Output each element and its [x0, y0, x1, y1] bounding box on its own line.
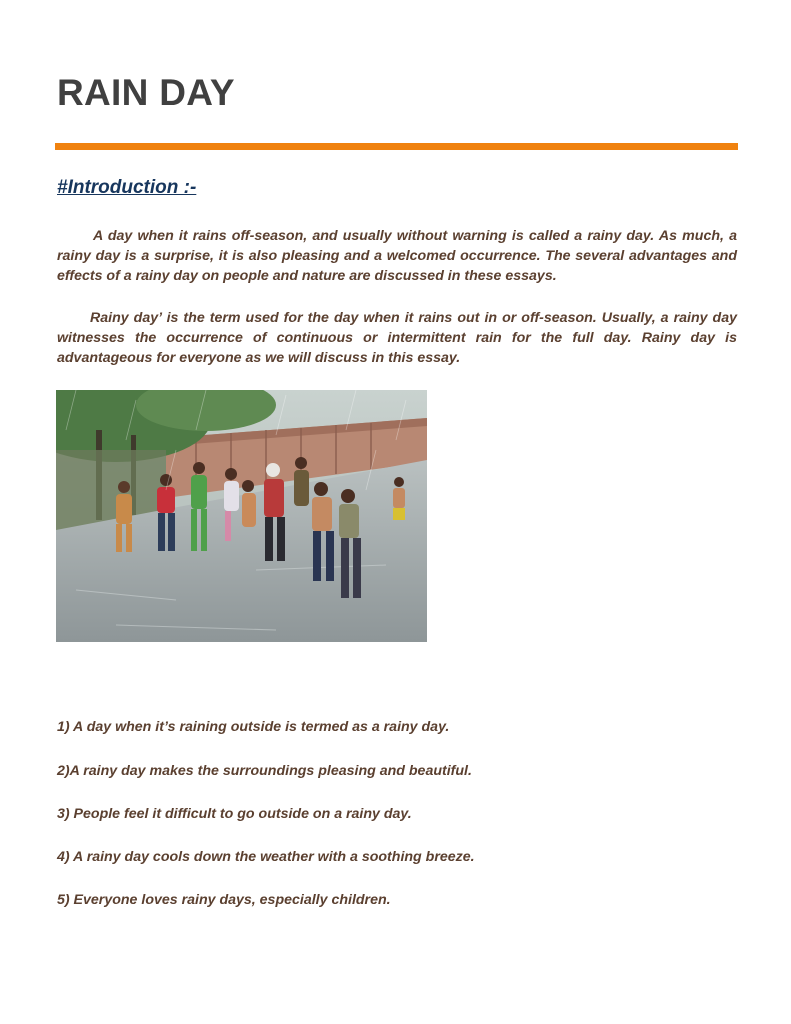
orange-divider [55, 143, 738, 150]
children-in-rain-photo [56, 390, 427, 642]
point-1: 1) A day when it’s raining outside is termed as a rainy day. [57, 719, 450, 735]
point-3: 3) People feel it difficult to go outside on a rainy day. [57, 806, 412, 822]
intro-paragraph-2: Rainy day’ is the term used for the day when it rains out in or off-season. Usually, a rainy day witnesses the occurrence of continuous or intermittent rain for the full day. Rainy day is advantageous for everyone as we will discuss in this essay. [57, 310, 737, 366]
point-2: 2)A rainy day makes the surroundings pleasing and beautiful. [57, 763, 472, 779]
introduction-heading: #Introduction :- [57, 177, 197, 198]
intro-paragraph-1: A day when it rains off-season, and usually without warning is called a rainy day. As much, a rainy day is a surprise, it is also pleasing and a welcomed occurrence. The several advantages and effects of a rainy day on people and nature are discussed in these essays. [57, 228, 737, 284]
point-4: 4) A rainy day cools down the weather with a soothing breeze. [57, 849, 475, 865]
point-5: 5) Everyone loves rainy days, especially children. [57, 892, 391, 908]
page-title: RAIN DAY [57, 72, 235, 113]
